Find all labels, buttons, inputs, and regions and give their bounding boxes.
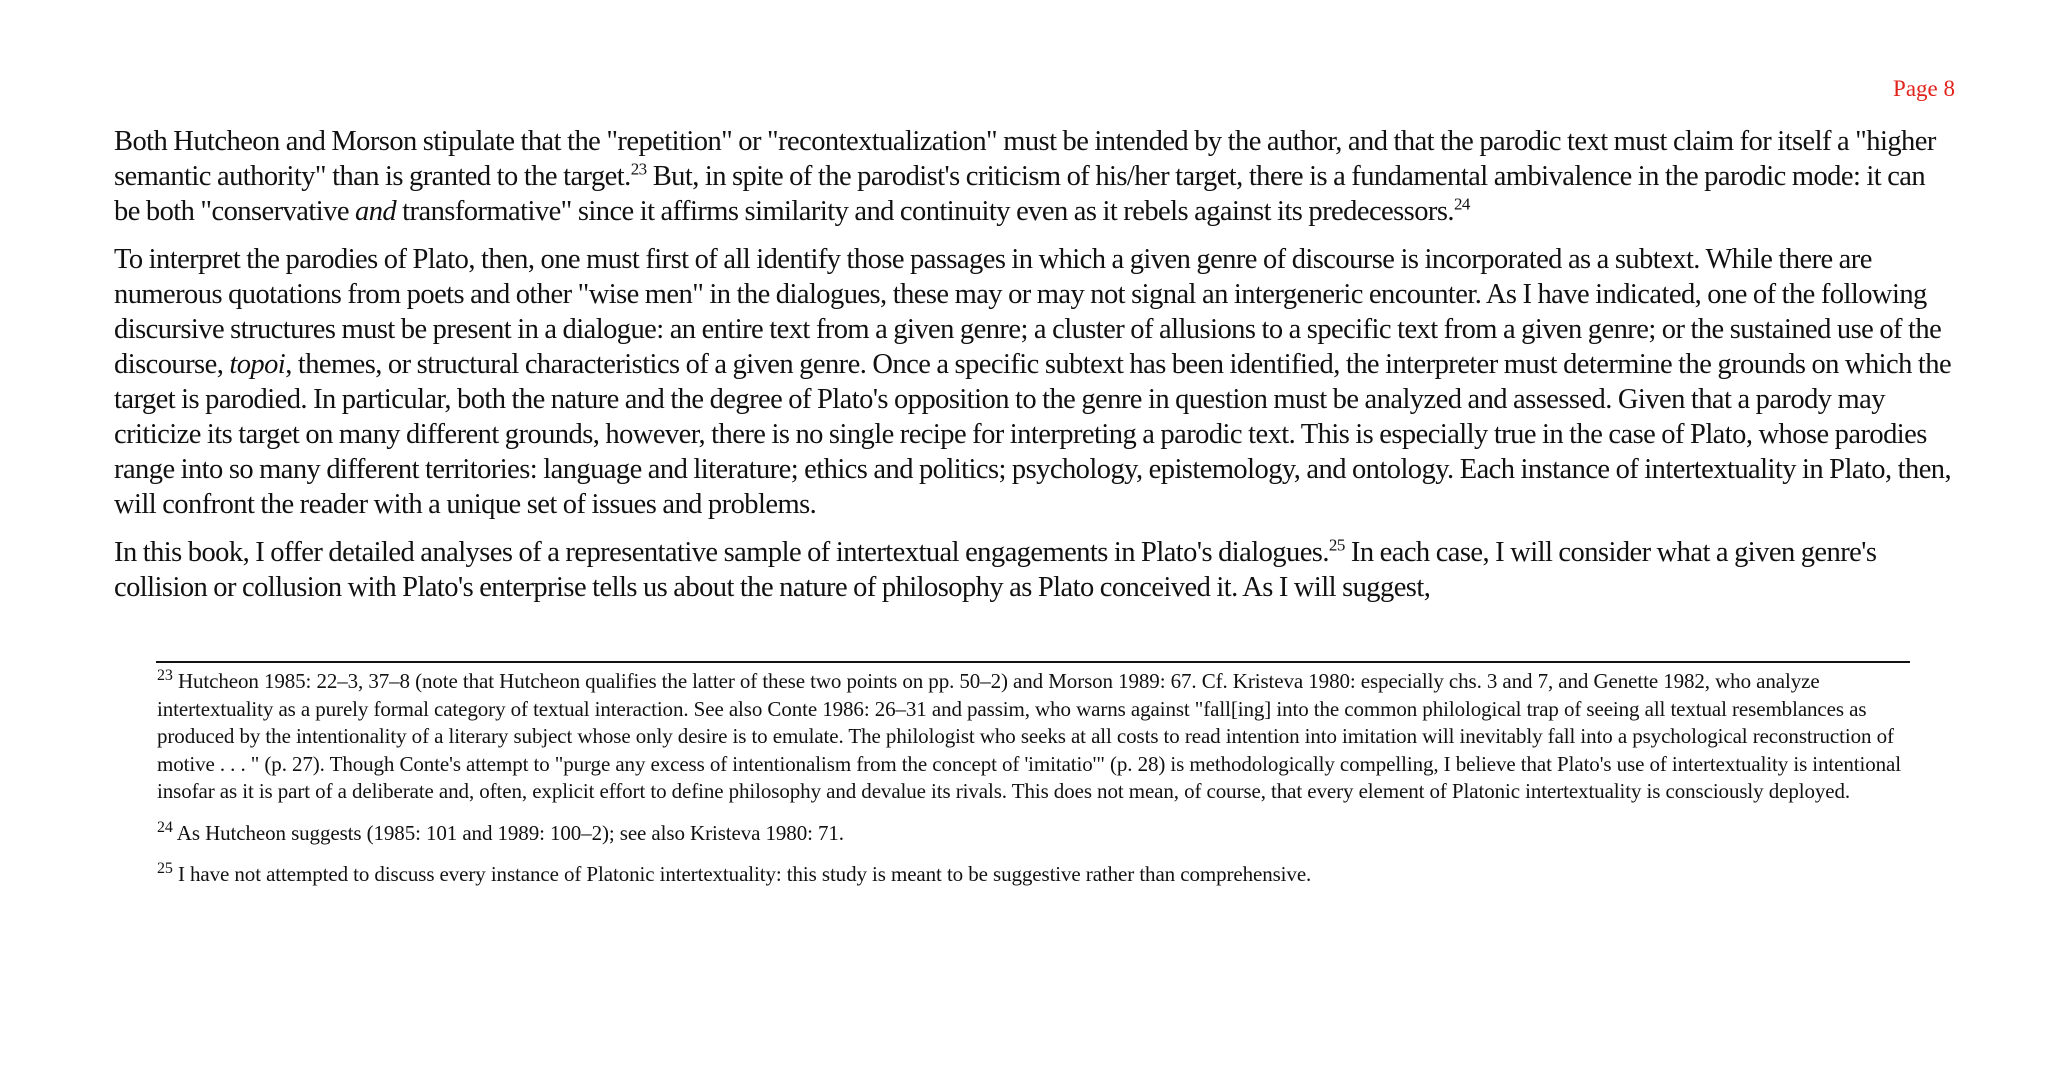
footnote-text: Hutcheon 1985: 22–3, 37–8 (note that Hutcheon qualifies the latter of these two points on pp. 50–2) and Morson 1989: 67. Cf. Kristeva 1980: especially chs. 3 and 7, and Genette 1982, who analyze intertextuality as a purely formal category of textual interaction. See also Conte 1986: 26–31 and passim, who warns against "fall[ing] into the common philological trap of seeing all textual resemblances as produced by the intentionality of a literary subject whose only desire is to emulate. The philologist who seeks at all costs to read intention into imitation will inevitably fall into a psychological reconstruction of motive . . . " (p. 27). Though Conte's attempt to "purge any excess of intentionalism from the concept of 'imitatio'" (p. 28) is methodologically compelling, I believe that Plato's use of intertextuality is intentional insofar as it is part of a deliberate and, often, explicit effort to define philosophy and devalue its rivals. This does not mean, of course, that every element of Platonic intertextuality is consciously deployed. [157, 669, 1902, 803]
page-number: Page 8 [1893, 76, 1955, 101]
footnote-text: I have not attempted to discuss every instance of Platonic intertextuality: this study is meant to be suggestive rather than comprehensive. [172, 862, 1312, 886]
paragraph-text: transformative" since it affirms similarity and continuity even as it rebels against its predecessors. [396, 196, 1454, 227]
footnote-24 [157, 820, 1917, 848]
footnote-ref-25[interactable]: 25 [1328, 535, 1345, 555]
paragraph-text: , themes, or structural characteristics of a given genre. Once a specific subtext has been identified, the interpreter must determine the grounds on which the target is parodied. In particular, both the nature and the degree of Plato's opposition to the genre in question must be analyzed and assessed. Given that a parody may criticize its target on many different grounds, however, there is no single recipe for interpreting a parodic text. This is especially true in the case of Plato, whose parodies range into so many different territories: language and literature; ethics and politics; psychology, epistemology, and ontology. Each instance of intertextuality in Plato, then, will confront the reader with a unique set of issues and problems. [114, 349, 1952, 520]
footnote-23 [157, 668, 1917, 806]
footnote-ref-24[interactable]: 24 [1453, 194, 1470, 214]
footnote-25 [157, 861, 1917, 889]
paragraph-1 [114, 124, 1954, 229]
main-text [114, 124, 1954, 618]
footnote-text: As Hutcheon suggests (1985: 101 and 1989: 100–2); see also Kristeva 1980: 71. [172, 820, 844, 845]
footnote-number: 24 [157, 818, 173, 836]
paragraph-3 [114, 535, 1954, 605]
footnote-divider [156, 661, 1910, 663]
footnote-number: 23 [157, 667, 173, 684]
paragraph-text: In each case, I will consider what a given genre's collision or collusion with Plato's enterprise tells us about the nature of philosophy as Plato conceived it. As I will suggest, [114, 537, 1877, 603]
paragraph-2 [114, 242, 1954, 522]
paragraph-text: In this book, I offer detailed analyses of a representative sample of intertextual engagements in Plato's dialogues. [114, 537, 1329, 568]
paragraph-text: To interpret the parodies of Plato, then, one must first of all identify those passages in which a given genre of discourse is incorporated as a subtext. While there are numerous quotations from poets and other "wise men" in the dialogues, these may or may not signal an intergeneric encounter. As I have indicated, one of the following discursive structures must be present in a dialogue: an entire text from a given genre; a cluster of allusions to a specific text from a given genre; or the sustained use of the discourse, [114, 244, 1942, 380]
footnote-number: 25 [157, 860, 173, 877]
paragraph-text: Both Hutcheon and Morson stipulate that the "repetition" or "recontextualization" must be intended by the author, and that the parodic text must claim for itself a "higher semantic authority" than is granted to the target. [114, 126, 1936, 192]
paragraph-text: But, in spite of the parodist's criticism of his/her target, there is a fundamental ambivalence in the parodic mode: it can be both "conservative [114, 161, 1926, 227]
emphasis-text: topoi [229, 349, 286, 380]
footnotes [157, 668, 1917, 903]
emphasis-text: and [355, 196, 397, 227]
footnote-ref-23[interactable]: 23 [630, 159, 647, 179]
